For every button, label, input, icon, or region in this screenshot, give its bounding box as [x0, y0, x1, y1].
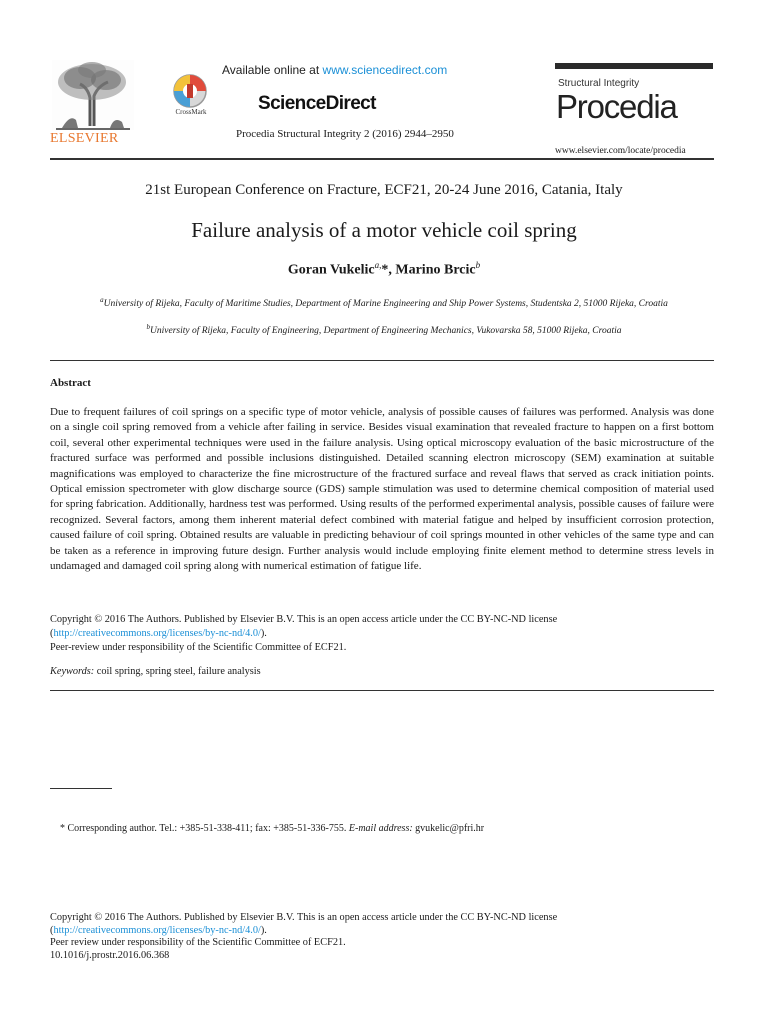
footnote-contact: * Corresponding author. Tel.: +385-51-338-411; fax: +385-51-336-755. — [60, 823, 349, 834]
affiliation-text: University of Rijeka, Faculty of Maritime Studies, Department of Marine Engineering and Ship Power Systems, Studentska 2, 51000 Rijeka, Croatia — [103, 299, 668, 310]
keywords-line — [50, 666, 261, 677]
header-divider — [50, 158, 714, 160]
peer-review-line: Peer review under responsibility of the Scientific Committee of ECF21. — [50, 937, 346, 949]
abstract-body: Due to frequent failures of coil springs on a specific type of motor vehicle, analysis of possible causes of failures was performed. Analysis was done on a single coil spring removed from a vehicle after failing in service. Besides visual examination that revealed fracture to happen on a first bottom coil, several other experimental techniques were used in the failure analysis. Using optical microscopy evaluation of the basic microstructure of the fractured surface was performed and possible inclusions distinguished. Detailed scanning electron microscopy (SEM) examination at suitable magnifications was employed to characterize the fine microstructure of the fractured surface and reveal flaws that served as crack initiation points. Optical emission spectrometer with glow discharge source (GDS) sample stimulation was used to determine chemical composition of material used for spring fabrication. Additionally, hardness test was performed. Using results of the performed experimental analysis, possible causes of failure were recognized. Several factors, among them inherent material defect combined with material fatigue and helped by insufficient corrosion protection, caused failure of coil spring. Obtained results are valuable in predicting behaviour of coil springs mounted in other vehicles of the same type and can be taken as a reference in improving future design. Further analysis would include employing finite element method to determine stress levels in undamaged and damaged coil spring along with numerical estimation of fatigue life. — [50, 406, 714, 573]
crossmark-label: CrossMark — [175, 108, 207, 116]
license-line — [50, 925, 557, 938]
author-name: Marino Brcic — [395, 262, 476, 278]
license-link[interactable]: http://creativecommons.org/licenses/by-nc-nd/4.0/ — [53, 924, 261, 936]
elsevier-wordmark: ELSEVIER — [50, 131, 119, 146]
sciencedirect-link[interactable]: www.sciencedirect.com — [322, 63, 448, 77]
journal-url-link[interactable]: www.elsevier.com/locate/procedia — [555, 146, 686, 156]
journal-citation: Procedia Structural Integrity 2 (2016) 2944–2950 — [236, 128, 454, 140]
sciencedirect-brand: ScienceDirect — [258, 93, 376, 114]
journal-name: Procedia — [556, 88, 677, 125]
availability-line — [222, 63, 447, 77]
journal-subtitle: Structural Integrity — [558, 78, 640, 89]
affiliation-mark: a, — [374, 260, 382, 270]
doi-line[interactable]: 10.1016/j.prostr.2016.06.368 — [50, 949, 170, 961]
conference-line: 21st European Conference on Fracture, ECF21, 20-24 June 2016, Catania, Italy — [145, 182, 623, 198]
affiliation-mark: a — [100, 296, 104, 304]
license-line — [50, 627, 714, 641]
peer-review-line: Peer-review under responsibility of the Scientific Committee of ECF21. — [50, 642, 347, 653]
affiliation-text: University of Rijeka, Faculty of Engineering, Department of Engineering Mechanics, Vukovarska 58, 51000 Rijeka, Croatia — [150, 326, 622, 337]
copyright-line: Copyright © 2016 The Authors. Published by Elsevier B.V. This is an open access article under the CC BY-NC-ND license — [50, 614, 558, 625]
keywords-values: coil spring, spring steel, failure analysis — [94, 666, 261, 677]
paren-open: ( — [50, 924, 54, 936]
section-divider — [50, 690, 714, 691]
copyright-line: Copyright © 2016 The Authors. Published by Elsevier B.V. This is an open access article under the CC BY-NC-ND license — [50, 912, 558, 923]
affiliation-mark: b — [475, 260, 481, 270]
corresponding-mark[interactable]: * — [381, 262, 389, 278]
author-list — [0, 260, 768, 279]
keywords-label: Keywords: — [50, 666, 95, 677]
abstract-copyright — [50, 613, 714, 655]
bottom-copyright — [50, 912, 557, 962]
author-name: Goran Vukelic — [287, 262, 375, 278]
footnote-rule — [50, 788, 112, 789]
corresponding-author-footnote — [60, 823, 484, 834]
email-address[interactable]: gvukelic@pfri.hr — [412, 823, 485, 834]
license-link[interactable]: http://creativecommons.org/licenses/by-nc-nd/4.0/ — [53, 628, 261, 639]
paren-close: ). — [260, 924, 267, 936]
paren-open: ( — [50, 628, 54, 639]
affiliation-mark: b — [146, 323, 151, 331]
section-divider — [50, 360, 714, 361]
journal-header-bar — [555, 63, 713, 69]
paren-close: ). — [260, 628, 267, 639]
email-label: E-mail address: — [348, 823, 413, 834]
affiliation-b — [60, 321, 708, 338]
abstract-heading: Abstract — [50, 377, 91, 389]
paper-title: Failure analysis of a motor vehicle coil spring — [191, 218, 577, 242]
author-separator: , — [388, 262, 396, 278]
affiliation-a — [60, 294, 708, 311]
available-prefix: Available online at — [222, 63, 323, 77]
